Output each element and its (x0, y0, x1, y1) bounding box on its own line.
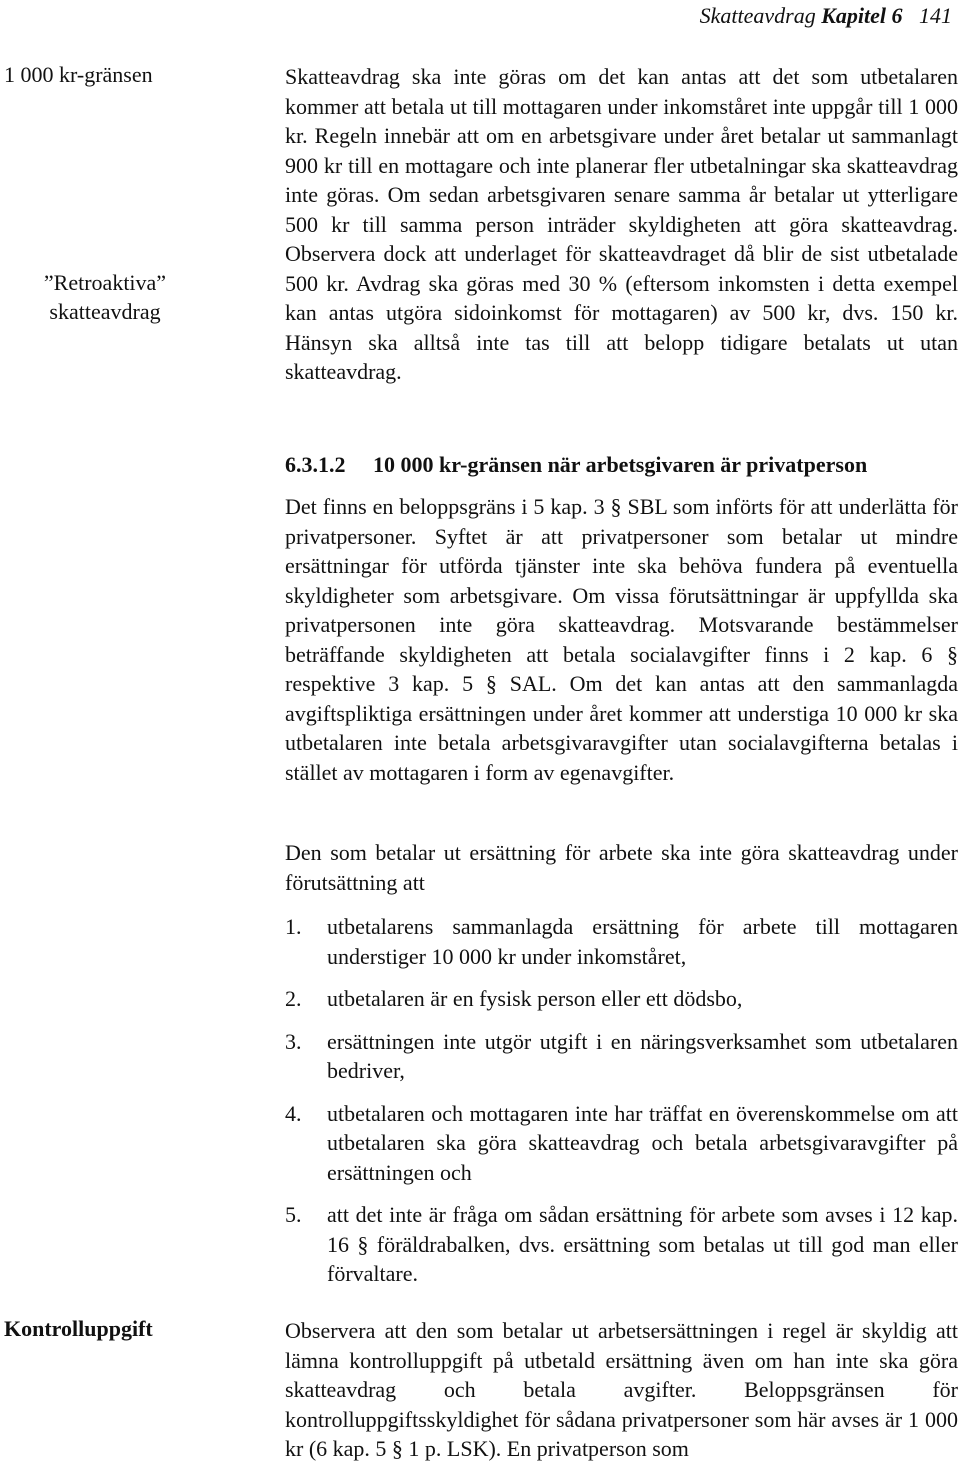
paragraph-kontrolluppgift (285, 1316, 958, 1464)
list-number: 3. (285, 1028, 302, 1054)
running-header (700, 2, 952, 30)
conditions-list (285, 912, 958, 1302)
margin-heading-retro-line2: skatteavdrag (49, 299, 161, 324)
section-number: 6.3.1.2 (285, 452, 346, 477)
section-heading (285, 450, 958, 479)
list-text: att det inte är fråga om sådan ersättning för arbete som avses i 12 kap. 16 § föräldrabalken, dvs. ersättning som betalas ut till god man eller förvaltare. (327, 1202, 958, 1286)
list-number: 2. (285, 986, 302, 1011)
paragraph-2: Det finns en beloppsgräns i 5 kap. 3 § SBL som införts för att underlätta för privatpersoner. Syftet är att privatpersoner som betalar ut mindre ersättningar för utförda tjänster inte ska behöva fundera på eventuella skyldigheter som arbetsgivare. Om vissa förutsättningar är uppfyllda ska privatpersonen inte göra skatteavdrag. Motsvarande bestämmelser beträffande skyldigheten att betala socialavgifter finns i 2 kap. 6 § respektive 3 kap. 5 § SAL. Om det kan antas att den sammanlagda avgiftspliktiga ersättningen under året kommer att understiga 10 000 kr ska utbetalaren inte betala arbetsgivaravgifter utan socialavgifterna betalas i stället av mottagaren i form av egenavgifter. (285, 494, 958, 785)
list-item (285, 984, 958, 1014)
margin-heading-retroaktiva (0, 268, 210, 326)
list-text: utbetalaren är en fysisk person eller ett dödsbo, (327, 986, 743, 1011)
list-number: 1. (285, 914, 302, 939)
margin-heading-retro-line1: ”Retroaktiva” (43, 270, 167, 295)
section-title: 10 000 kr-gränsen när arbetsgivaren är privatperson (373, 452, 868, 477)
paragraph-4: Observera att den som betalar ut arbetsersättningen i regel är skyldig att lämna kontrolluppgift på utbetald ersättning även om han inte ska göra skatteavdrag och betala avgifter. Beloppsgränsen för kontrolluppgiftsskyldighet för sådana privatpersoner som här avses är 1 000 kr (6 kap. 5 § 1 p. LSK). En privatperson som (285, 1318, 958, 1461)
list-item (285, 1099, 958, 1188)
page-number: 141 (919, 3, 952, 28)
list-text: utbetalarens sammanlagda ersättning för arbete till mottagaren understiger 10 000 kr under inkomståret, (327, 914, 958, 969)
margin-heading-kontrolluppgift: Kontrolluppgift (4, 1316, 153, 1341)
chapter-label: Kapitel 6 (821, 3, 903, 28)
list-text: utbetalaren och mottagaren inte har träffat en överenskommelse om att utbetalaren ska göra skatteavdrag och betala arbetsgivaravgifter på ersättningen och (327, 1100, 958, 1185)
list-text: ersättningen inte utgör utgift i en näringsverksamhet som utbetalaren bedriver, (327, 1028, 958, 1083)
list-number: 4. (285, 1100, 302, 1126)
list-number: 5. (285, 1202, 302, 1227)
paragraph-forutsattning (285, 838, 958, 897)
running-title: Skatteavdrag (699, 3, 816, 28)
list-item (285, 912, 958, 971)
paragraph-beloppsgrans (285, 492, 958, 787)
margin-heading-grans: 1 000 kr-gränsen (4, 62, 153, 87)
paragraph-1: Skatteavdrag ska inte göras om det kan antas att det som utbetalaren kommer att betala ut till mottagaren under inkomståret inte uppgår till 1 000 kr. Regeln innebär att om en arbetsgivare under året betalar ut sammanlagt 900 kr till en mottagare och inte planerar fler utbetalningar ska skatteavdrag inte göras. Om sedan arbetsgivaren senare samma år betalar ut ytterligare 500 kr till samma person inträder skyldigheten att göra skatteavdrag. Observera dock att underlaget för skatteavdraget då blir de sist utbetalade 500 kr. Avdrag ska göras med 30 % (eftersom inkomsten i detta exempel kan antas utgöra sidoinkomst för mottagaren) av 500 kr, dvs. 150 kr. Hänsyn ska alltså inte tas till att belopp tidigare betalats ut utan skatteavdrag. (285, 64, 958, 384)
list-item (285, 1027, 958, 1086)
list-item (285, 1200, 958, 1289)
paragraph-grans (285, 62, 958, 387)
paragraph-3: Den som betalar ut ersättning för arbete ska inte göra skatteavdrag under förutsättning att (285, 840, 958, 895)
